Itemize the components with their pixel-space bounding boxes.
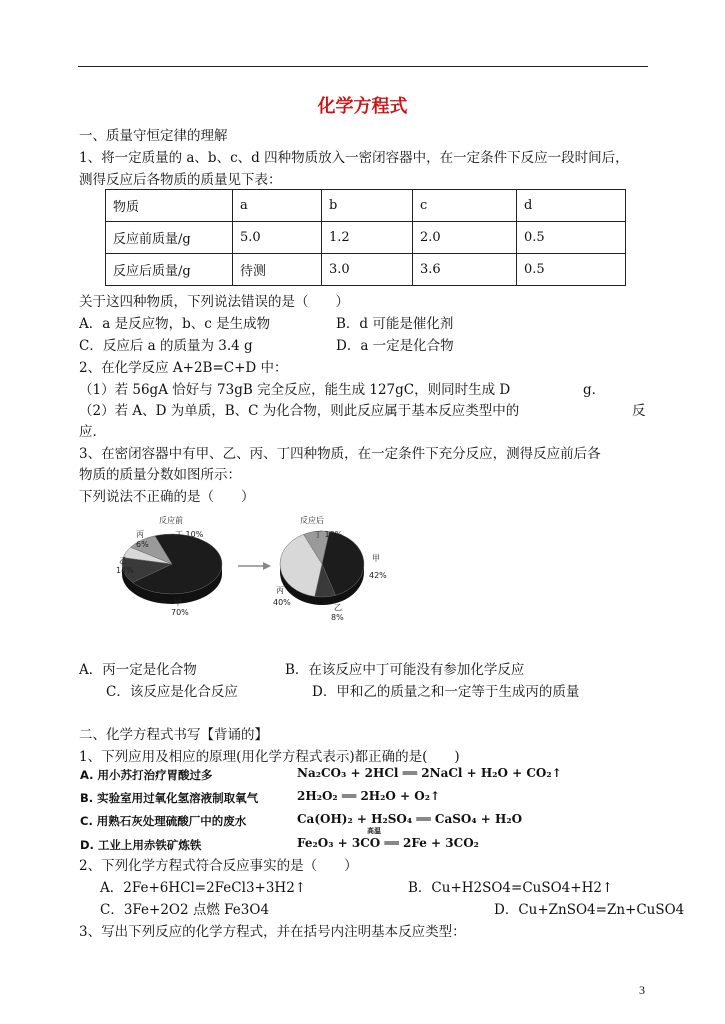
- q3-option-a: A．丙一定是化合物: [79, 662, 197, 678]
- s2q1-item-c-equation: Ca(OH)₂ + H₂SO₄ ══ CaSO₄ + H₂O: [297, 812, 523, 826]
- table-cell: 0.5: [517, 254, 626, 286]
- pie-before-label-ding: 丁 10%: [175, 530, 204, 539]
- table-cell: 3.0: [322, 254, 413, 286]
- table-cell: 2.0: [413, 222, 517, 254]
- pie-after-label-jia: 甲: [372, 554, 380, 563]
- s2q2-option-a: A．2Fe+6HCl=2FeCl3+3H2↑: [100, 880, 307, 896]
- q2-line4: 应.: [79, 424, 97, 440]
- table-row: [106, 254, 626, 286]
- pie-before-label-yi: 乙: [119, 556, 127, 565]
- mass-table: [105, 189, 626, 286]
- pie-before-caption: 反应前: [159, 516, 183, 525]
- table-cell: d: [517, 190, 626, 222]
- table-cell: c: [413, 190, 517, 222]
- page-title: 化学方程式: [317, 96, 408, 117]
- q2-line3: （2）若 A、D 为单质，B、C 为化合物，则此反应属于基本反应类型中的: [79, 403, 520, 419]
- s2q2-option-c: C．3Fe+2O2 点燃 Fe3O4: [100, 902, 270, 918]
- pie-before-pct-bing: 6%: [136, 540, 149, 549]
- table-cell: 5.0: [233, 222, 322, 254]
- s2q1-item-b-equation: 2H₂O₂ ══ 2H₂O + O₂↑: [297, 789, 441, 803]
- pie-before-label-bing: 丙: [136, 530, 144, 539]
- q3-line2: 物质的质量分数如图所示：: [79, 467, 241, 483]
- pie-before-label-jia: 甲: [174, 598, 182, 607]
- table-cell: 反应后质量/g: [106, 254, 233, 286]
- pie-after-label-ding: 丁 10%: [314, 530, 343, 539]
- q1-option-b: B．d 可能是催化剂: [336, 316, 454, 332]
- q1-line1: 1、将一定质量的 a、b、c、d 四种物质放入一密闭容器中，在一定条件下反应一段时间后，: [79, 150, 629, 166]
- pie-after-pct-jia: 42%: [369, 571, 387, 580]
- section2-heading: 二、化学方程式书写【背诵的】: [79, 727, 268, 743]
- s2q3-question: 3、写出下列反应的化学方程式，并在括号内注明基本反应类型：: [79, 924, 466, 940]
- q2-line3-tail: 反: [632, 403, 646, 419]
- pie-after-label-bing: 丙: [276, 586, 284, 595]
- section1-heading: 一、质量守恒定律的理解: [79, 128, 228, 144]
- q1-option-c: C．反应后 a 的质量为 3.4 g: [79, 338, 253, 354]
- q1-option-d: D．a 一定是化合物: [336, 338, 454, 354]
- q3-question: 下列说法不正确的是（ ）: [79, 489, 255, 505]
- s2q2-option-d: D．Cu+ZnSO4=Zn+CuSO4: [494, 902, 685, 918]
- pie-after-label-yi: 乙: [334, 603, 342, 612]
- q2-line1: 2、在化学反应 A+2B=C+D 中：: [79, 360, 288, 376]
- table-cell: 0.5: [517, 222, 626, 254]
- table-cell: 3.6: [413, 254, 517, 286]
- table-cell: 待测: [233, 254, 322, 286]
- table-cell: b: [322, 190, 413, 222]
- table-cell: 1.2: [322, 222, 413, 254]
- table-row: [106, 222, 626, 254]
- s2q1-question: 1、下列应用及相应的原理(用化学方程式表示)都正确的是( ): [79, 749, 460, 765]
- table-cell: 反应前质量/g: [106, 222, 233, 254]
- table-cell: a: [233, 190, 322, 222]
- q1-line2: 测得反应后各物质的质量见下表：: [79, 172, 282, 188]
- pie-chart-figure: [110, 508, 480, 628]
- transition-arrow-icon: [238, 562, 271, 570]
- s2q1-item-a-label: A. 用小苏打治疗胃酸过多: [80, 768, 213, 782]
- s2q1-item-d-label: D. 工业上用赤铁矿炼铁: [80, 838, 202, 852]
- s2q1-item-d-condition: 高温: [367, 826, 381, 835]
- table-header-row: [106, 190, 626, 222]
- s2q2-option-b: B．Cu+H2SO4=CuSO4+H2↑: [408, 880, 614, 896]
- s2q1-item-b-label: B. 实验室用过氧化氢溶液制取氧气: [80, 791, 259, 805]
- pie-before-pct-jia: 70%: [171, 608, 189, 617]
- pie-after-caption: 反应后: [300, 516, 324, 525]
- q3-option-c: C．该反应是化合反应: [106, 684, 238, 700]
- q3-option-b: B．在该反应中丁可能没有参加化学反应: [285, 662, 525, 678]
- q1-option-a: A．a 是反应物，b、c 是生成物: [79, 316, 271, 332]
- s2q1-item-d-equation: Fe₂O₃ + 3CO ══ 2Fe + 3CO₂: [297, 836, 479, 850]
- q3-option-d: D．甲和乙的质量之和一定等于生成丙的质量: [312, 684, 580, 700]
- header-rule: [78, 66, 648, 67]
- q2-line2: （1）若 56gA 恰好与 73gB 完全反应，能生成 127gC，则同时生成 D: [79, 382, 511, 398]
- pie-before-pct-yi: 14%: [116, 566, 134, 575]
- q2-line2-unit: g．: [583, 382, 606, 398]
- q3-line1: 3、在密闭容器中有甲、乙、丙、丁四种物质，在一定条件下充分反应，测得反应前后各: [79, 446, 601, 462]
- pie-after-pct-yi: 8%: [331, 613, 344, 622]
- pie-chart-after: [280, 531, 364, 605]
- table-cell: 物质: [106, 190, 233, 222]
- s2q1-item-a-equation: Na₂CO₃ + 2HCl ══ 2NaCl + H₂O + CO₂↑: [297, 766, 562, 780]
- pie-after-pct-bing: 40%: [273, 598, 291, 607]
- s2q2-question: 2、下列化学方程式符合反应事实的是（ ）: [79, 858, 358, 874]
- page-number: 3: [639, 983, 645, 997]
- s2q1-item-c-label: C. 用熟石灰处理硫酸厂中的废水: [80, 814, 247, 828]
- q1-question: 关于这四种物质，下列说法错误的是（ ）: [79, 294, 349, 310]
